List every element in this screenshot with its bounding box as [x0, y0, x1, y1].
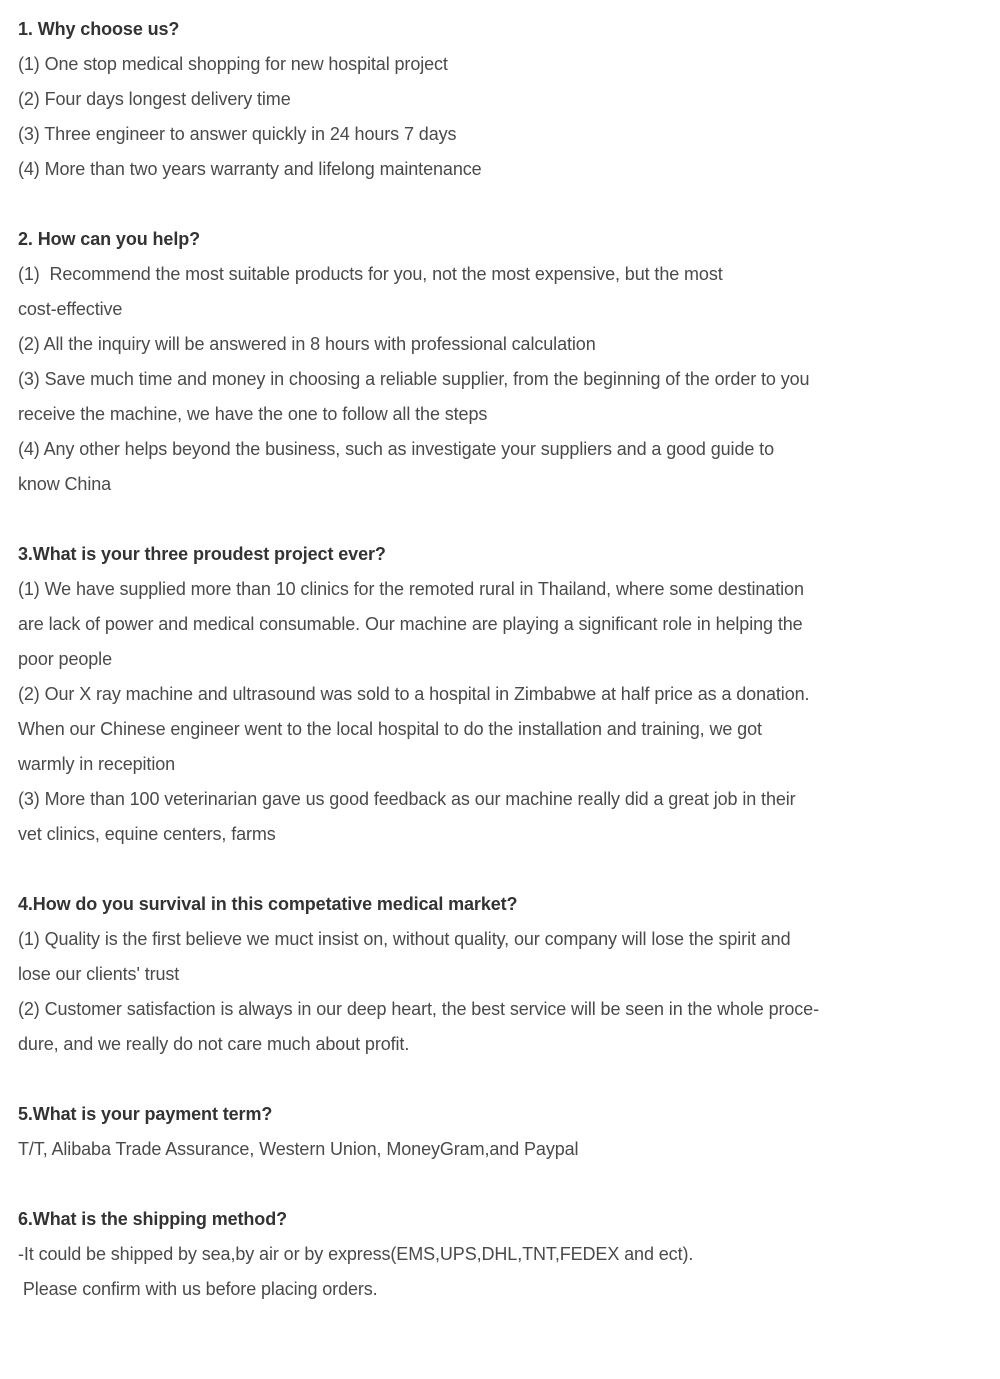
faq-question: 6.What is the shipping method? — [18, 1209, 287, 1229]
faq-answer-line: T/T, Alibaba Trade Assurance, Western Union, MoneyGram,and Paypal — [18, 1139, 579, 1159]
faq-question: 4.How do you survival in this competative medical market? — [18, 894, 518, 914]
faq-question: 5.What is your payment term? — [18, 1104, 273, 1124]
faq-answer-line: poor people — [18, 649, 112, 669]
faq-question: 2. How can you help? — [18, 229, 201, 249]
faq-answer-line: (4) More than two years warranty and lifelong maintenance — [18, 159, 482, 179]
faq-answer-line: warmly in recepition — [18, 754, 176, 774]
faq-answer-line: -It could be shipped by sea,by air or by express(EMS,UPS,DHL,TNT,FEDEX and ect). — [18, 1244, 694, 1264]
faq-answer-line: dure, and we really do not care much about profit. — [18, 1034, 410, 1054]
faq-question: 3.What is your three proudest project ever? — [18, 544, 386, 564]
faq-section-how-can-you-help — [18, 222, 982, 502]
faq-answer-line: (2) All the inquiry will be answered in 8 hours with professional calculation — [18, 334, 596, 354]
faq-section-why-choose-us — [18, 12, 982, 187]
faq-answer-line: When our Chinese engineer went to the local hospital to do the installation and training, we got — [18, 719, 762, 739]
faq-section-proudest-project — [18, 537, 982, 852]
faq-question: 1. Why choose us? — [18, 19, 180, 39]
faq-answer-line: (2) Customer satisfaction is always in our deep heart, the best service will be seen in the whole proce- — [18, 999, 819, 1019]
faq-answer-line: (3) More than 100 veterinarian gave us good feedback as our machine really did a great job in their — [18, 789, 796, 809]
faq-answer-line: are lack of power and medical consumable. Our machine are playing a significant role in helping the — [18, 614, 803, 634]
faq-answer-line: (2) Our X ray machine and ultrasound was sold to a hospital in Zimbabwe at half price as a donation. — [18, 684, 810, 704]
faq-answer-line: (1) Quality is the first believe we muct insist on, without quality, our company will lose the spirit and — [18, 929, 791, 949]
faq-answer-line: know China — [18, 474, 112, 494]
faq-answer-line: (3) Save much time and money in choosing a reliable supplier, from the beginning of the order to you — [18, 369, 810, 389]
faq-answer-line: (1) Recommend the most suitable products for you, not the most expensive, but the most — [18, 264, 723, 284]
faq-section-competitive-market — [18, 887, 982, 1062]
faq-answer-line: receive the machine, we have the one to follow all the steps — [18, 404, 488, 424]
faq-answer-line: (1) One stop medical shopping for new hospital project — [18, 54, 448, 74]
faq-answer-line: (1) We have supplied more than 10 clinics for the remoted rural in Thailand, where some destination — [18, 579, 804, 599]
faq-answer-line: (4) Any other helps beyond the business, such as investigate your suppliers and a good guide to — [18, 439, 774, 459]
faq-answer-line: (2) Four days longest delivery time — [18, 89, 291, 109]
faq-answer-line: lose our clients' trust — [18, 964, 180, 984]
faq-answer-line: cost-effective — [18, 299, 123, 319]
faq-answer-line: Please confirm with us before placing orders. — [18, 1279, 378, 1299]
faq-section-shipping-method — [18, 1202, 982, 1307]
faq-section-payment-term — [18, 1097, 982, 1167]
faq-answer-line: (3) Three engineer to answer quickly in 24 hours 7 days — [18, 124, 457, 144]
faq-answer-line: vet clinics, equine centers, farms — [18, 824, 276, 844]
